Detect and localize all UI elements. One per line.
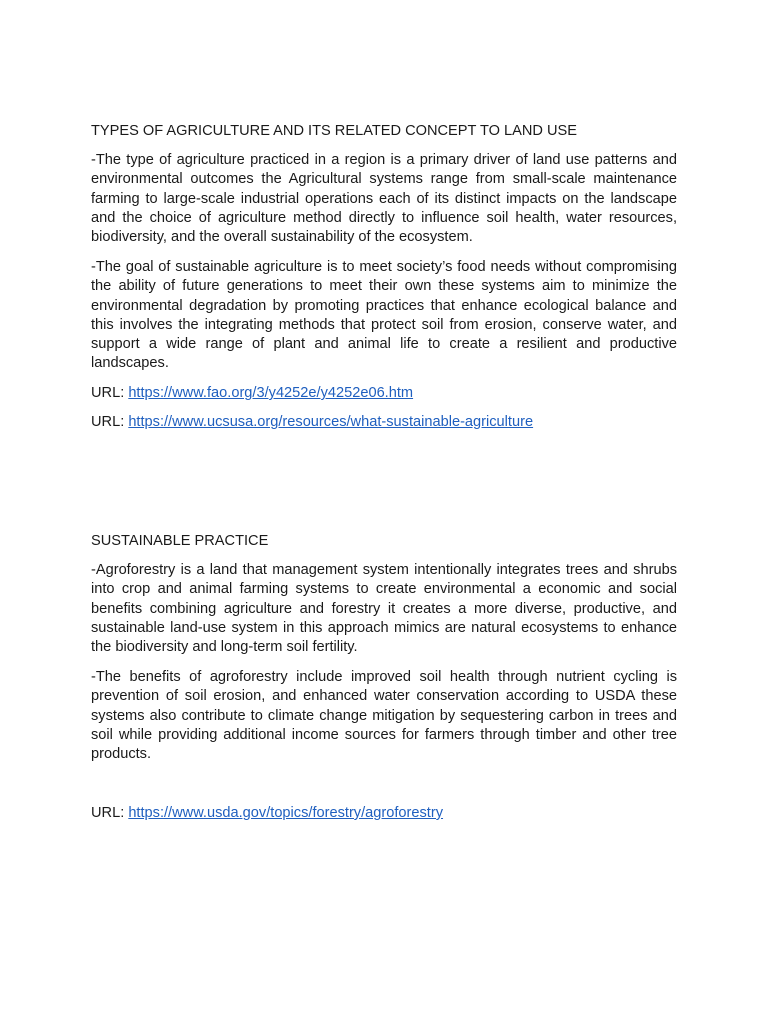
url-line-fao	[91, 384, 677, 403]
url-label: URL:	[91, 414, 129, 430]
paragraph-agroforestry-definition: -Agroforestry is a land that management system intentionally integrates trees and shrubs into crop and animal farming systems to create environmental a economic and social benefits combining agriculture and forestry it creates a more diverse, productive, and sustainable land-use system in this approach mimics are natural ecosystems to enhance the biodiversity and long-term soil fertility.	[91, 562, 677, 656]
paragraph-agroforestry-benefits: -The benefits of agroforestry include improved soil health through nutrient cycling is prevention of soil erosion, and enhanced water conservation according to USDA these systems also contribute to climate change mitigation by sequestering carbon in trees and soil while providing additional income sources for farmers through timber and other tree products.	[91, 669, 677, 763]
paragraph-sustainable-agriculture-goal: -The goal of sustainable agriculture is to meet society’s food needs without compromising the ability of future generations to meet their own these systems aim to minimize the environmental degradation by promoting practices that enhance ecological balance and this involves the integrating methods that protect soil from erosion, conserve water, and support a wide range of plant and animal life to create a resilient and productive landscapes.	[91, 259, 677, 372]
fao-link[interactable]: https://www.fao.org/3/y4252e/y4252e06.htm	[128, 385, 414, 401]
url-line-usda	[91, 804, 677, 823]
url-label: URL:	[91, 805, 129, 821]
section-heading-types-of-agriculture: TYPES OF AGRICULTURE AND ITS RELATED CONCEPT TO LAND USE	[91, 123, 578, 139]
ucsusa-link[interactable]: https://www.ucsusa.org/resources/what-sustainable-agriculture	[128, 414, 534, 430]
usda-link[interactable]: https://www.usda.gov/topics/forestry/agroforestry	[128, 805, 444, 821]
url-label: URL:	[91, 385, 129, 401]
url-line-ucsusa	[91, 413, 677, 432]
paragraph-agriculture-land-use: -The type of agriculture practiced in a region is a primary driver of land use patterns and environmental outcomes the Agricultural systems range from small-scale maintenance farming to large-scale industrial operations each of its distinct impacts on the landscape and the choice of agriculture method directly to influence soil health, water resources, biodiversity, and the overall sustainability of the ecosystem.	[91, 152, 677, 246]
section-heading-sustainable-practice: SUSTAINABLE PRACTICE	[91, 533, 269, 549]
